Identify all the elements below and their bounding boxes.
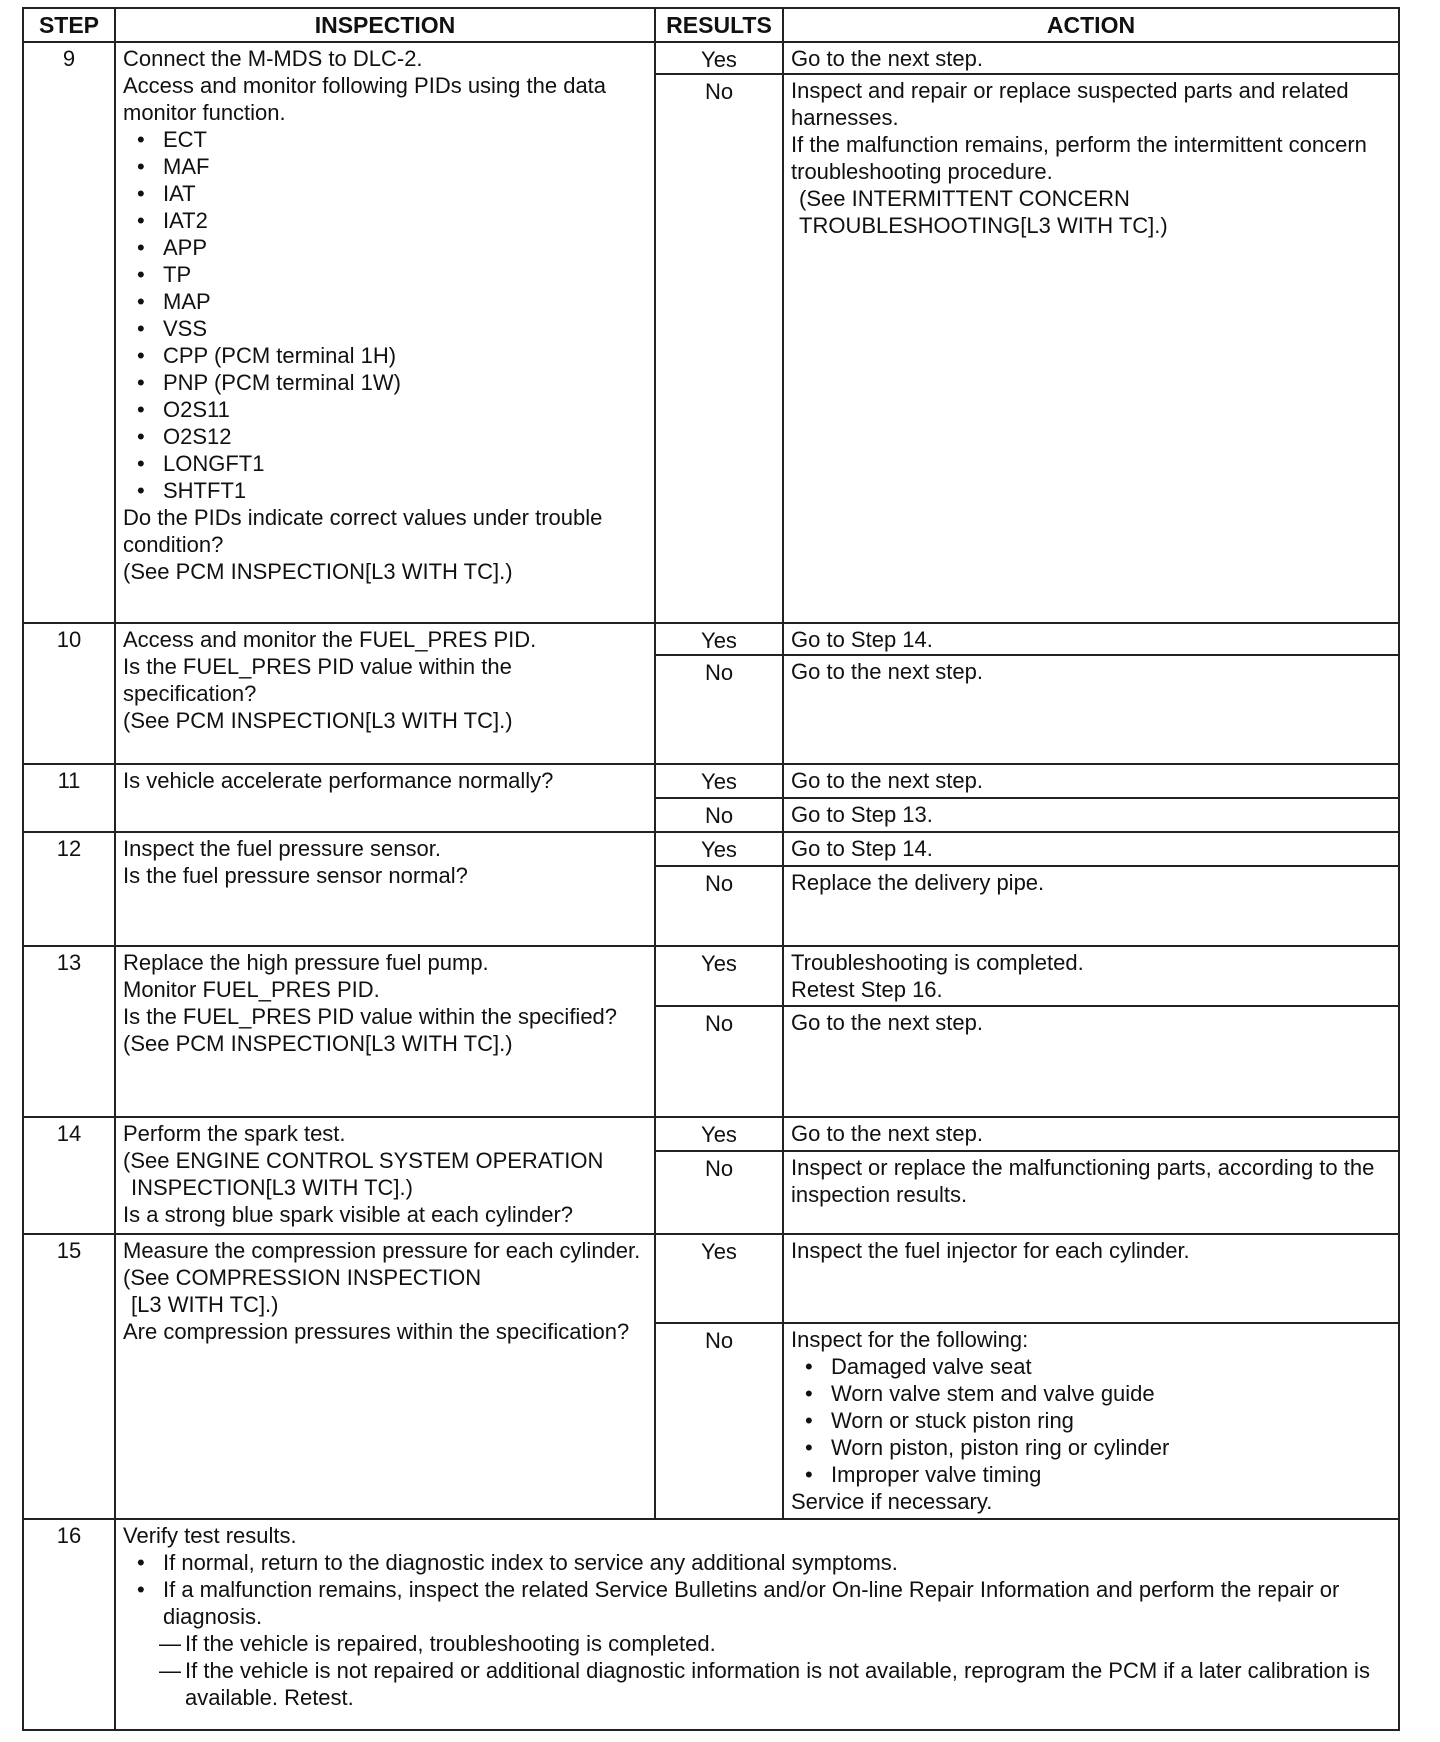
step-9-inspection: Connect the M-MDS to DLC-2. Access and monitor following PIDs using the data monitor function. • ECT • MAF • IAT • IAT2 • APP • TP • MAP • VSS • CPP (PCM terminal 1H) • PNP (PCM terminal 1W) • O2S11 • O2S12 • LONGFT1 • SHTFT1 Do the PIDs indicate correct values under trouble condition? (See PCM INSPECTION[L3 WITH TC].) [115,42,655,623]
result-yes: Yes [655,1234,783,1323]
step-number: 9 [23,42,115,623]
step-15-inspection: Measure the compression pressure for each cylinder. (See COMPRESSION INSPECTION [L3 WITH TC].) Are compression pressures within the specification? [115,1234,655,1519]
step-12-inspection: Inspect the fuel pressure sensor. Is the fuel pressure sensor normal? [115,832,655,946]
pid-list [123,126,648,504]
header-results: RESULTS [655,8,783,42]
step-number: 11 [23,764,115,832]
result-no: No [655,655,783,764]
step-number: 14 [23,1117,115,1234]
list-item: — If the vehicle is repaired, troubleshooting is completed. [159,1631,716,1656]
result-no: No [655,74,783,623]
step-15-row [23,1234,1399,1323]
step-number: 12 [23,832,115,946]
step-13-inspection: Replace the high pressure fuel pump. Monitor FUEL_PRES PID. Is the FUEL_PRES PID value within the specified? (See PCM INSPECTION[L3 WITH TC].) [115,946,655,1117]
list-item: • IAT [163,180,648,207]
action-no: Go to the next step. [783,1006,1399,1117]
step-number: 16 [23,1519,115,1730]
list-item: • TP [163,261,648,288]
list-item: • MAF [163,153,648,180]
action-yes: Troubleshooting is completed. Retest Step 16. [783,946,1399,1006]
list-item: • APP [163,234,648,261]
list-item: • PNP (PCM terminal 1W) [163,369,648,396]
header-action: ACTION [783,8,1399,42]
action-no: Inspect for the following: • Damaged valve seat • Worn valve stem and valve guide • Worn or stuck piston ring • Worn piston, piston ring or cylinder • Improper valve timing Service if necessary. [783,1323,1399,1519]
action-yes: Go to the next step. [783,42,1399,74]
action-yes: Go to Step 14. [783,623,1399,655]
list-item: • O2S12 [163,423,648,450]
action-yes: Go to the next step. [783,1117,1399,1151]
inspection-list [791,1353,1392,1488]
action-no: Inspect and repair or replace suspected parts and related harnesses. If the malfunction remains, perform the intermittent concern troubleshooting procedure. (See INTERMITTENT CONCERN TROUBLESHOOTING[L3 WITH TC].) [783,74,1399,623]
result-yes: Yes [655,42,783,74]
list-item: • LONGFT1 [163,450,648,477]
step-13-row [23,946,1399,1006]
step-10-inspection: Access and monitor the FUEL_PRES PID. Is the FUEL_PRES PID value within the specification? (See PCM INSPECTION[L3 WITH TC].) [115,623,655,764]
list-item: • Worn piston, piston ring or cylinder [831,1434,1392,1461]
list-item: • ECT [163,126,648,153]
result-yes: Yes [655,832,783,866]
list-item: • O2S11 [163,396,648,423]
list-item: • VSS [163,315,648,342]
header-step: STEP [23,8,115,42]
list-item: • Improper valve timing [831,1461,1392,1488]
list-item: • CPP (PCM terminal 1H) [163,342,648,369]
step-12-row [23,832,1399,866]
step-9-row [23,42,1399,74]
list-item: • Worn or stuck piston ring [831,1407,1392,1434]
action-no: Inspect or replace the malfunctioning parts, according to the inspection results. [783,1151,1399,1234]
list-item: • Damaged valve seat [831,1353,1392,1380]
result-no: No [655,798,783,832]
list-item: • If normal, return to the diagnostic index to service any additional symptoms. [163,1549,1392,1576]
troubleshooting-table [22,7,1400,1731]
step-number: 15 [23,1234,115,1519]
step-16-inspection: Verify test results. • If normal, return to the diagnostic index to service any additional symptoms. • If a malfunction remains, inspect the related Service Bulletins and/or On-line Repair Information and perform the repair or diagnosis. — If the vehicle is repaired, troubleshooting is completed. — If the vehicle is not repaired or additional diagnostic information is not available, reprogram the PCM if a later calibration is available. Retest. [115,1519,1399,1730]
result-yes: Yes [655,623,783,655]
action-no: Go to Step 13. [783,798,1399,832]
result-yes: Yes [655,946,783,1006]
list-item: • If a malfunction remains, inspect the related Service Bulletins and/or On-line Repair Information and perform the repair or diagnosis. [163,1576,1392,1630]
step-number: 10 [23,623,115,764]
result-no: No [655,1151,783,1234]
step-16-row [23,1519,1399,1730]
action-yes: Go to the next step. [783,764,1399,798]
step-10-row [23,623,1399,655]
step-14-inspection: Perform the spark test. (See ENGINE CONTROL SYSTEM OPERATION INSPECTION[L3 WITH TC].) Is a strong blue spark visible at each cylinder? [115,1117,655,1234]
action-yes: Go to Step 14. [783,832,1399,866]
result-no: No [655,1006,783,1117]
action-no: Go to the next step. [783,655,1399,764]
result-yes: Yes [655,764,783,798]
list-item: • MAP [163,288,648,315]
list-item: — If the vehicle is not repaired or additional diagnostic information is not available, reprogram the PCM if a later calibration is available. Retest. [159,1658,1370,1710]
step-number: 13 [23,946,115,1117]
step-14-row [23,1117,1399,1151]
header-row [23,8,1399,42]
list-item: • SHTFT1 [163,477,648,504]
list-item: • IAT2 [163,207,648,234]
result-yes: Yes [655,1117,783,1151]
header-inspection: INSPECTION [115,8,655,42]
step-11-inspection: Is vehicle accelerate performance normally? [115,764,655,832]
action-yes: Inspect the fuel injector for each cylinder. [783,1234,1399,1323]
result-no: No [655,866,783,946]
list-item: • Worn valve stem and valve guide [831,1380,1392,1407]
action-no: Replace the delivery pipe. [783,866,1399,946]
result-no: No [655,1323,783,1519]
step-11-row [23,764,1399,798]
